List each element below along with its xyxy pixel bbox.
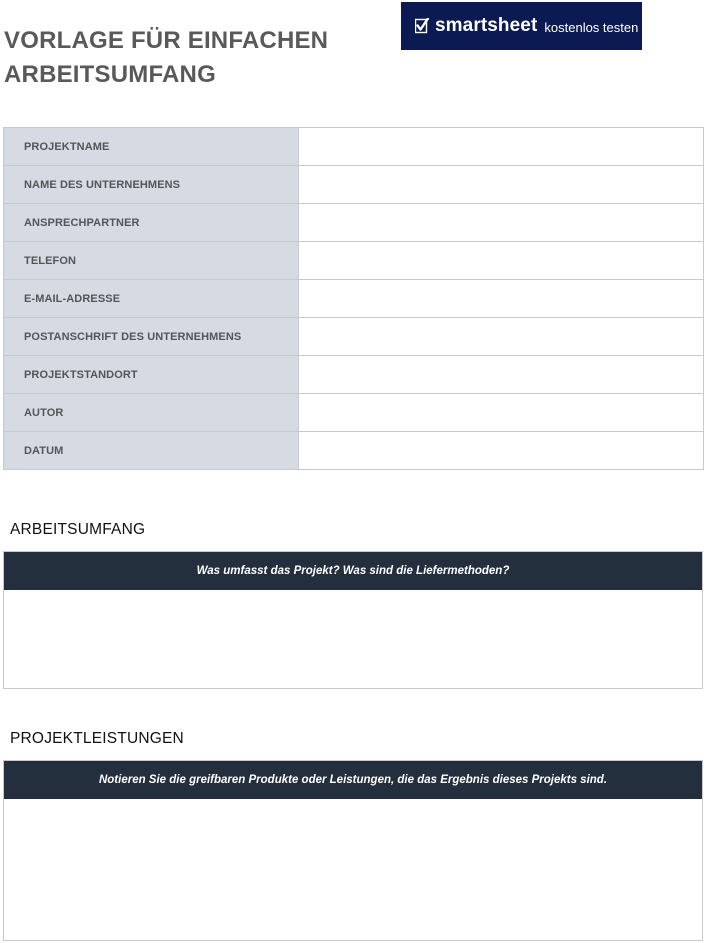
table-row <box>4 128 704 166</box>
field-label-datum: DATUM <box>4 432 299 470</box>
checkmark-logo-icon <box>415 18 429 34</box>
field-value-projektstandort[interactable] <box>299 356 704 394</box>
page-title-line-2: ARBEITSUMFANG <box>4 61 216 88</box>
field-value-postanschrift[interactable] <box>299 318 704 356</box>
section-box-projektleistungen <box>3 760 703 941</box>
table-row <box>4 356 704 394</box>
field-label-projektstandort: PROJEKTSTANDORT <box>4 356 299 394</box>
page-title-line-1: VORLAGE FÜR EINFACHEN <box>4 27 329 54</box>
page-title <box>4 24 384 92</box>
field-value-unternehmen[interactable] <box>299 166 704 204</box>
section-content-arbeitsumfang[interactable] <box>4 590 702 688</box>
field-value-email[interactable] <box>299 280 704 318</box>
section-content-projektleistungen[interactable] <box>4 799 702 940</box>
table-row <box>4 432 704 470</box>
smartsheet-trial-banner[interactable] <box>401 2 642 50</box>
field-label-projektname: PROJEKTNAME <box>4 128 299 166</box>
section-prompt-projektleistungen: Notieren Sie die greifbaren Produkte oder Leistungen, die das Ergebnis dieses Projekts sind. <box>4 761 702 799</box>
table-row <box>4 166 704 204</box>
field-value-datum[interactable] <box>299 432 704 470</box>
project-info-table <box>3 127 704 470</box>
field-value-projektname[interactable] <box>299 128 704 166</box>
field-label-unternehmen: NAME DES UNTERNEHMENS <box>4 166 299 204</box>
table-row <box>4 204 704 242</box>
table-row <box>4 394 704 432</box>
banner-brand: smartsheet <box>435 15 538 36</box>
section-prompt-arbeitsumfang: Was umfasst das Projekt? Was sind die Liefermethoden? <box>4 552 702 590</box>
table-row <box>4 242 704 280</box>
field-value-ansprechpartner[interactable] <box>299 204 704 242</box>
section-title-projektleistungen: PROJEKTLEISTUNGEN <box>10 730 184 747</box>
section-box-arbeitsumfang <box>3 551 703 689</box>
field-label-postanschrift: POSTANSCHRIFT DES UNTERNEHMENS <box>4 318 299 356</box>
field-label-autor: AUTOR <box>4 394 299 432</box>
field-label-telefon: TELEFON <box>4 242 299 280</box>
table-row <box>4 318 704 356</box>
field-label-ansprechpartner: ANSPRECHPARTNER <box>4 204 299 242</box>
section-title-arbeitsumfang: ARBEITSUMFANG <box>10 521 146 538</box>
field-value-autor[interactable] <box>299 394 704 432</box>
table-row <box>4 280 704 318</box>
field-value-telefon[interactable] <box>299 242 704 280</box>
field-label-email: E-MAIL-ADRESSE <box>4 280 299 318</box>
banner-cta: kostenlos testen <box>544 20 639 35</box>
